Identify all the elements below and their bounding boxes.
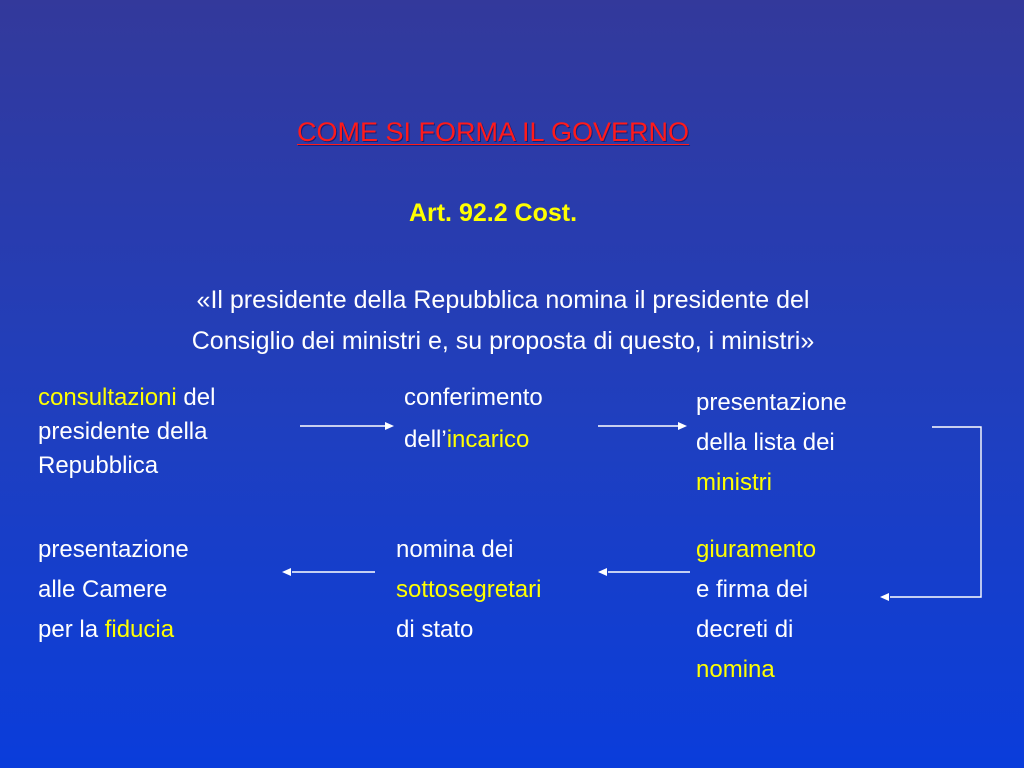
arrow-sottosegretari-to-camere <box>282 568 375 576</box>
arrow-presentazione-to-giuramento <box>880 427 981 601</box>
highlight-sottosegretari: sottosegretari <box>396 576 542 603</box>
arrow-conferimento-to-presentazione <box>598 422 687 430</box>
step-presentazione-lista-line-2: della lista dei <box>696 429 835 456</box>
highlight-giuramento: giuramento <box>696 536 817 563</box>
step-conferimento-text: dell’ <box>404 426 447 453</box>
step-consultazioni-line-2: presidente della <box>38 418 208 445</box>
step-presentazione-camere-text: per la <box>38 616 105 643</box>
highlight-nomina: nomina <box>696 656 775 683</box>
quote-line-2: Consiglio dei ministri e, su proposta di questo, i ministri» <box>191 327 815 355</box>
arrow-consultazioni-to-conferimento <box>300 422 394 430</box>
step-presentazione-lista-line-1: presentazione <box>696 389 847 416</box>
slide-title: COME SI FORMA IL GOVERNO <box>296 117 690 147</box>
step-consultazioni-line-3: Repubblica <box>38 452 159 479</box>
highlight-ministri: ministri <box>696 469 772 496</box>
step-presentazione-camere-line-2: alle Camere <box>38 576 168 603</box>
highlight-consultazioni: consultazioni <box>38 384 177 411</box>
step-presentazione-camere-line-1: presentazione <box>38 536 189 563</box>
highlight-incarico: incarico <box>446 426 530 453</box>
step-nomina-sottosegretari-line-3: di stato <box>396 616 474 643</box>
step-nomina-sottosegretari-line-1: nomina dei <box>396 536 514 563</box>
step-giuramento-line-2: e firma dei <box>696 576 809 603</box>
arrow-giuramento-to-sottosegretari <box>598 568 690 576</box>
step-giuramento-line-3: decreti di <box>696 616 794 643</box>
step-consultazioni-text: del <box>176 384 216 411</box>
article-reference: Art. 92.2 Cost. <box>408 199 578 227</box>
quote-line-1: «Il presidente della Repubblica nomina il presidente del <box>196 286 810 314</box>
highlight-fiducia: fiducia <box>104 616 175 643</box>
step-conferimento-line-1: conferimento <box>404 384 543 411</box>
